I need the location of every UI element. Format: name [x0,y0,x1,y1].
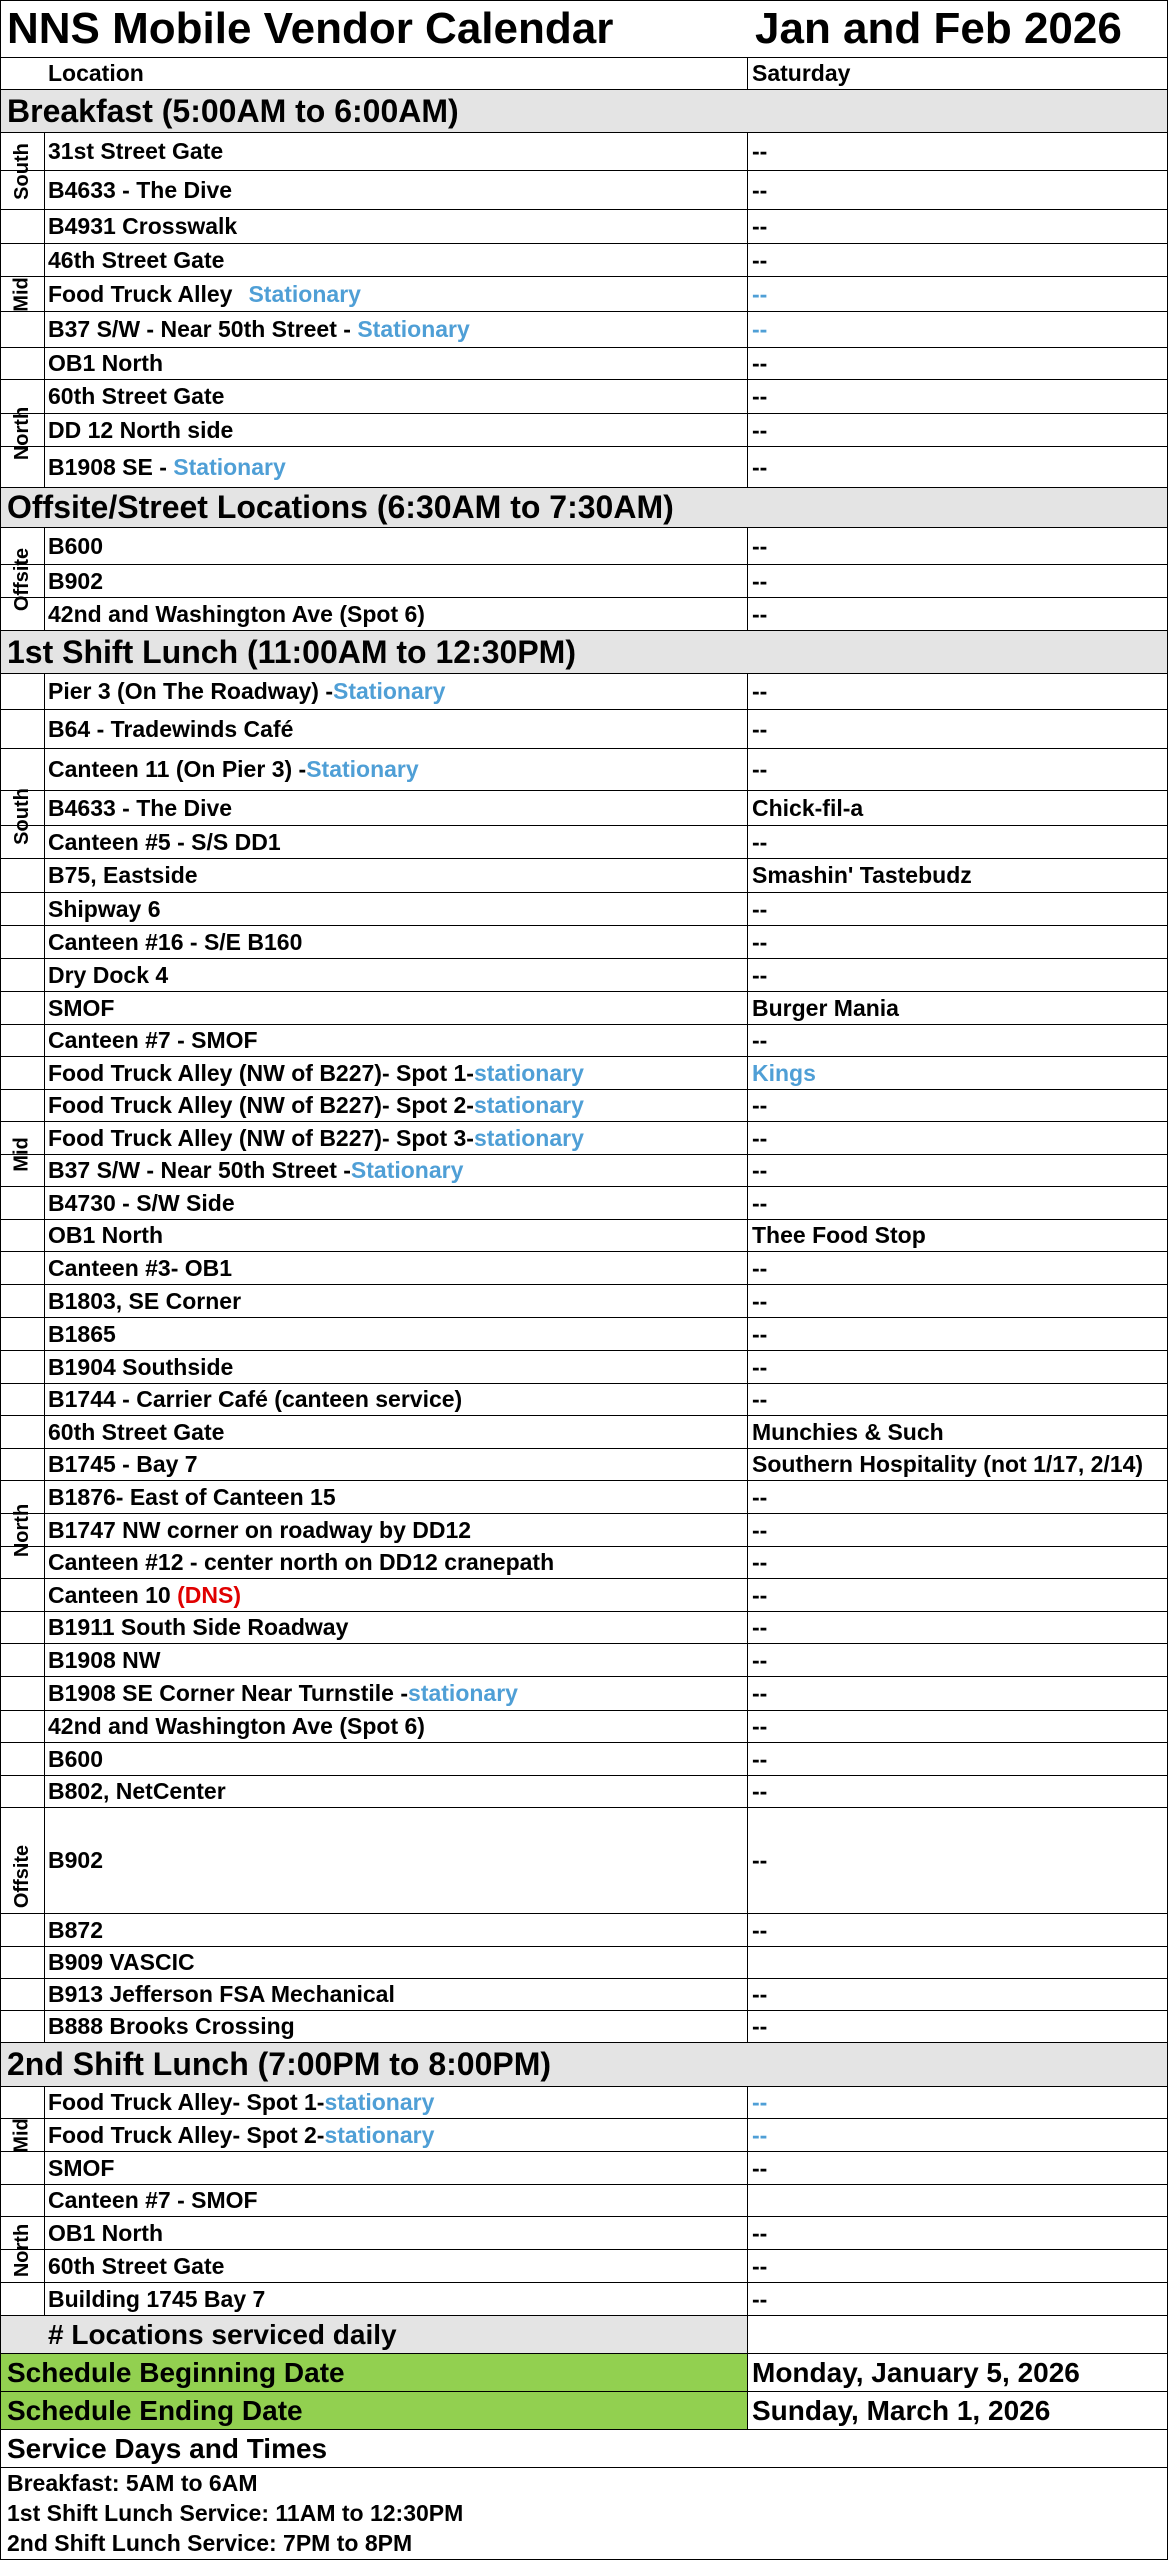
table-row: B4633 - The Dive -- [1,171,1167,210]
schedule-end-value: Sunday, March 1, 2026 [747,2392,1167,2429]
service-line: Breakfast: 5AM to 6AM [7,2469,258,2496]
table-row: B1744 - Carrier Café (canteen service) -- [1,1384,1167,1416]
stationary-tag: Stationary [350,1157,464,1183]
table-row: Food Truck Alley Stationary -- [1,277,1167,312]
column-header-row [1,58,1167,90]
stationary-tag: stationary [473,1092,584,1118]
schedule-end-label: Schedule Ending Date [1,2392,747,2429]
section-breakfast-title: Breakfast (5:00AM to 6:00AM) [7,92,459,129]
locations-serviced-value [747,2316,1167,2353]
section-offsite-street [1,488,1167,528]
column-header-saturday: Saturday [747,58,1167,89]
table-row: B37 S/W - Near 50th Street - Stationary -- [1,312,1167,348]
table-row: Food Truck Alley (NW of B227)- Spot 3- stationary -- [1,1122,1167,1155]
page-title: NNS Mobile Vendor Calendar [7,4,614,53]
table-row: DD 12 North side -- [1,414,1167,447]
table-row: OB1 North -- [1,2217,1167,2250]
table-row: B1865 -- [1,1318,1167,1351]
group-label-north: North [1,2185,45,2316]
table-row: B75, Eastside Smashin' Tastebudz [1,859,1167,893]
service-days-row [1,2430,1167,2468]
table-row: Canteen #7 - SMOF [1,2185,1167,2217]
table-row: B1908 SE - Stationary -- [1,447,1167,488]
schedule-end-row [1,2392,1167,2430]
table-row: Canteen 10 (DNS) -- [1,1579,1167,1612]
stationary-tag: Stationary [306,756,419,782]
locations-serviced-label: # Locations serviced daily [48,2318,397,2350]
table-row: SMOF Burger Mania [1,992,1167,1025]
group-label-mid: Mid [1,2087,45,2185]
group-label-mid: Mid [1,959,45,1351]
table-row: B4931 Crosswalk -- [1,210,1167,244]
table-row: 60th Street Gate -- [1,380,1167,414]
table-row: Canteen 11 (On Pier 3) - Stationary -- [1,749,1167,791]
stationary-tag: Stationary [333,678,446,704]
locations-serviced-row [1,2316,1167,2354]
section-lunch1-title: 1st Shift Lunch (11:00AM to 12:30PM) [7,633,576,670]
table-row: B4633 - The Dive Chick-fil-a [1,791,1167,826]
schedule-begin-label: Schedule Beginning Date [1,2354,747,2391]
table-row: B888 Brooks Crossing -- [1,2011,1167,2043]
stationary-tag: stationary [408,1680,518,1706]
table-row: Food Truck Alley- Spot 1- stationary -- [1,2087,1167,2119]
table-row: B1803, SE Corner -- [1,1285,1167,1318]
table-row: Food Truck Alley (NW of B227)- Spot 1- stationary Kings [1,1057,1167,1090]
table-row: SMOF -- [1,2152,1167,2185]
section-lunch1 [1,631,1167,674]
page-period: Jan and Feb 2026 [755,4,1122,53]
stationary-tag: stationary [473,1124,584,1151]
stationary-tag: Stationary [248,280,361,307]
stationary-tag: Stationary [357,316,470,342]
column-header-location: Location [48,60,144,86]
table-row: B802, NetCenter -- [1,1776,1167,1808]
section-offsite-street-title: Offsite/Street Locations (6:30AM to 7:30AM) [7,489,674,525]
table-row: 60th Street Gate -- [1,2250,1167,2283]
table-row: Canteen #12 - center north on DD12 cranepath -- [1,1547,1167,1579]
table-row: B1908 SE Corner Near Turnstile - stationary -- [1,1677,1167,1711]
group-label-south: South [1,674,45,959]
table-row: Food Truck Alley (NW of B227)- Spot 2- stationary -- [1,1090,1167,1122]
table-row: B600 -- [1,1743,1167,1776]
stationary-tag: stationary [324,2089,435,2115]
schedule-begin-value: Monday, January 5, 2026 [747,2354,1167,2391]
schedule-begin-row [1,2354,1167,2392]
table-row: B1747 NW corner on roadway by DD12 -- [1,1514,1167,1547]
table-row: B1745 - Bay 7 Southern Hospitality (not 1/17, 2/14) [1,1449,1167,1481]
table-row: OB1 North -- [1,348,1167,380]
table-row: B37 S/W - Near 50th Street - Stationary -- [1,1155,1167,1187]
table-row: Canteen #16 - S/E B160 -- [1,926,1167,959]
table-row: Canteen #7 - SMOF -- [1,1025,1167,1057]
stationary-tag: stationary [473,1059,584,1086]
table-row: Dry Dock 4 -- [1,959,1167,992]
group-label-offsite: Offsite [1,528,45,631]
stationary-tag: Stationary [173,453,286,480]
table-row: B902 -- [1,565,1167,598]
section-lunch2 [1,2043,1167,2087]
group-label-offsite: Offsite [1,1711,45,2043]
table-row: B913 Jefferson FSA Mechanical -- [1,1979,1167,2011]
table-row: B600 -- [1,528,1167,565]
table-row: B1904 Southside -- [1,1351,1167,1384]
section-lunch2-title: 2nd Shift Lunch (7:00PM to 8:00PM) [7,2046,552,2082]
table-row: 42nd and Washington Ave (Spot 6) -- [1,598,1167,631]
table-row: 42nd and Washington Ave (Spot 6) -- [1,1711,1167,1743]
table-row: 46th Street Gate -- [1,244,1167,277]
table-row: OB1 North Thee Food Stop [1,1220,1167,1252]
table-row: Shipway 6 -- [1,893,1167,926]
table-row: B4730 - S/W Side -- [1,1187,1167,1220]
table-row: Canteen #3- OB1 -- [1,1252,1167,1285]
table-row: B1908 NW -- [1,1644,1167,1677]
group-label-south: South [1,133,45,210]
table-row: B1911 South Side Roadway -- [1,1612,1167,1644]
group-label-north: North [1,380,45,488]
service-line: 2nd Shift Lunch Service: 7PM to 8PM [7,2529,413,2556]
table-row: 31st Street Gate -- [1,133,1167,171]
table-row: Canteen #5 - S/S DD1 -- [1,826,1167,859]
table-row: Pier 3 (On The Roadway) - Stationary -- [1,674,1167,710]
table-row: Food Truck Alley- Spot 2- stationary -- [1,2119,1167,2152]
service-line: 1st Shift Lunch Service: 11AM to 12:30PM [7,2499,464,2526]
stationary-tag: stationary [324,2121,435,2148]
title-row [1,1,1167,58]
section-breakfast [1,90,1167,133]
table-row: Building 1745 Bay 7 -- [1,2283,1167,2316]
table-row: B872 -- [1,1914,1167,1947]
table-row: B909 VASCIC [1,1947,1167,1979]
table-row: B902 -- [1,1808,1167,1914]
table-row: B1876- East of Canteen 15 -- [1,1481,1167,1514]
table-row: B64 - Tradewinds Café -- [1,710,1167,749]
group-label-mid: Mid [1,210,45,380]
group-label-north: North [1,1351,45,1711]
table-row: 60th Street Gate Munchies & Such [1,1416,1167,1449]
dns-tag: (DNS) [177,1581,241,1608]
service-days-heading: Service Days and Times [7,2432,328,2464]
